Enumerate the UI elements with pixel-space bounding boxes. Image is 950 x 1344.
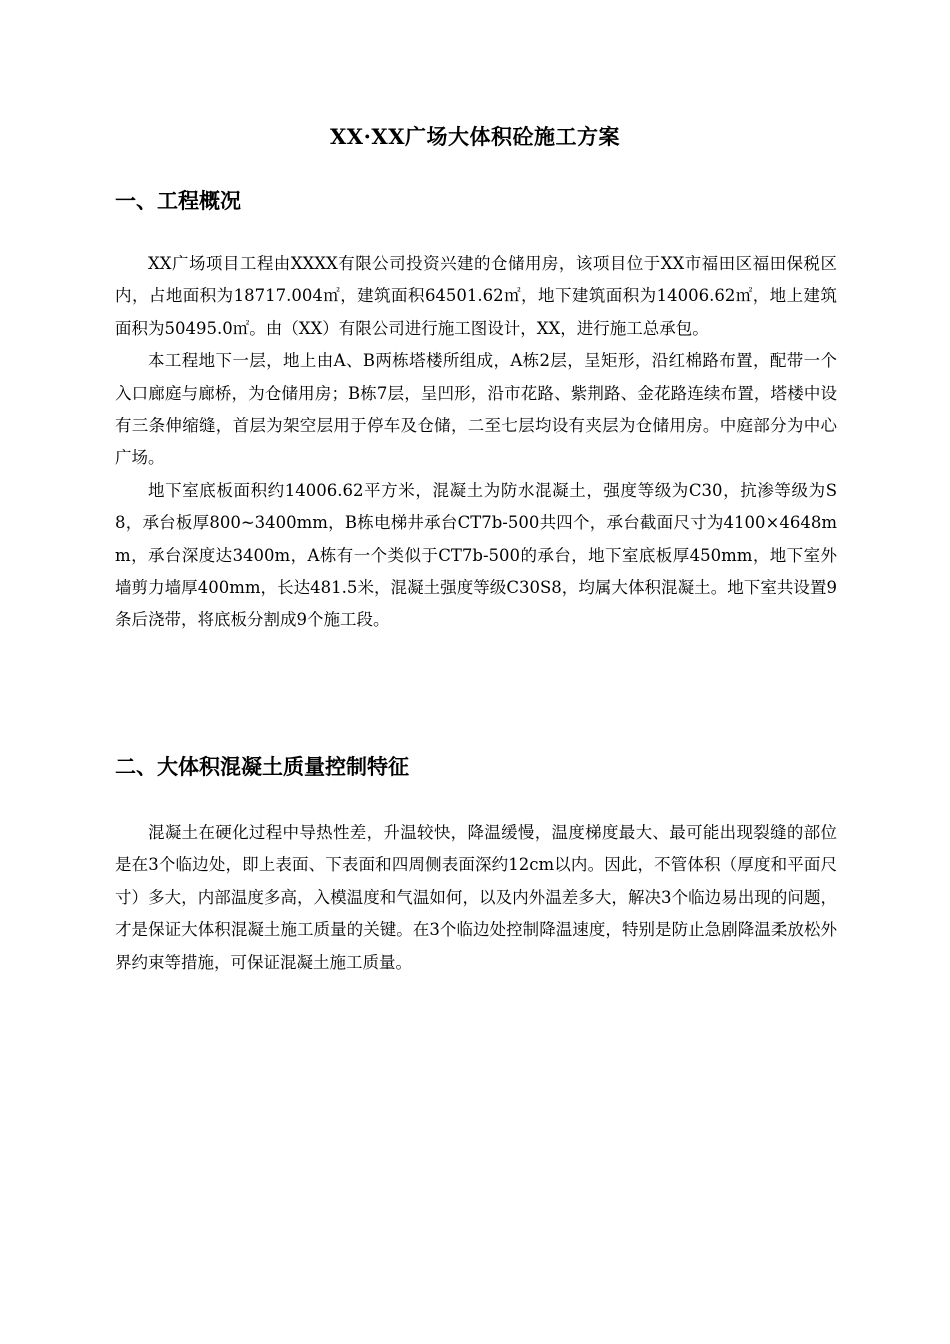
paragraph-quality-control: 混凝土在硬化过程中导热性差，升温较快，降温缓慢，温度梯度最大、最可能出现裂缝的部位是在3个临边处，即上表面、下表面和四周侧表面深约12cm以内。因此，不管体积（厚度和平面尺寸）多大，内部温度多高，入模温度和气温如何，以及内外温差多大，解决3个临边易出现的问题，才是保证大体积混凝土施工质量的关键。在3个临边处控制降温速度，特别是防止急剧降温柔放松外界约束等措施，可保证混凝土施工质量。	[115, 823, 837, 972]
section-body-quality-control	[115, 817, 837, 979]
section-body-overview	[115, 248, 837, 637]
paragraph-basement-slab: 地下室底板面积约14006.62平方米，混凝土为防水混凝土，强度等级为C30，抗渗等级为S8，承台板厚800~3400mm，B栋电梯井承台CT7b-500共四个，承台截面尺寸为4100×4648mm，承台深度达3400m，A栋有一个类似于CT7b-500的承台，地下室底板厚450mm，地下室外墙剪力墙厚400mm，长达481.5米，混凝土强度等级C30S8，均属大体积混凝土。地下室共设置9条后浇带，将底板分割成9个施工段。	[115, 480, 837, 630]
paragraph-project-info: XX广场项目工程由XXXX有限公司投资兴建的仓储用房，该项目位于XX市福田区福田保税区内，占地面积为18717.004㎡，建筑面积64501.62㎡，地下建筑面积为14006.62㎡，地上建筑面积为50495.0㎡。由（XX）有限公司进行施工图设计，XX，进行施工总承包。	[115, 254, 837, 338]
section-heading-overview: 一、工程概况	[115, 188, 241, 213]
document-title: XX·XX广场大体积砼施工方案	[330, 124, 620, 149]
paragraph-building-layout: 本工程地下一层，地上由A、B两栋塔楼所组成，A栋2层，呈矩形，沿红棉路布置，配带一个入口廊庭与廊桥，为仓储用房；B栋7层，呈凹形，沿市花路、紫荆路、金花路连续布置，塔楼中设有三条伸缩缝，首层为架空层用于停车及仓储，二至七层均设有夹层为仓储用房。中庭部分为中心广场。	[115, 351, 837, 468]
section-heading-quality-control: 二、大体积混凝土质量控制特征	[115, 754, 409, 779]
